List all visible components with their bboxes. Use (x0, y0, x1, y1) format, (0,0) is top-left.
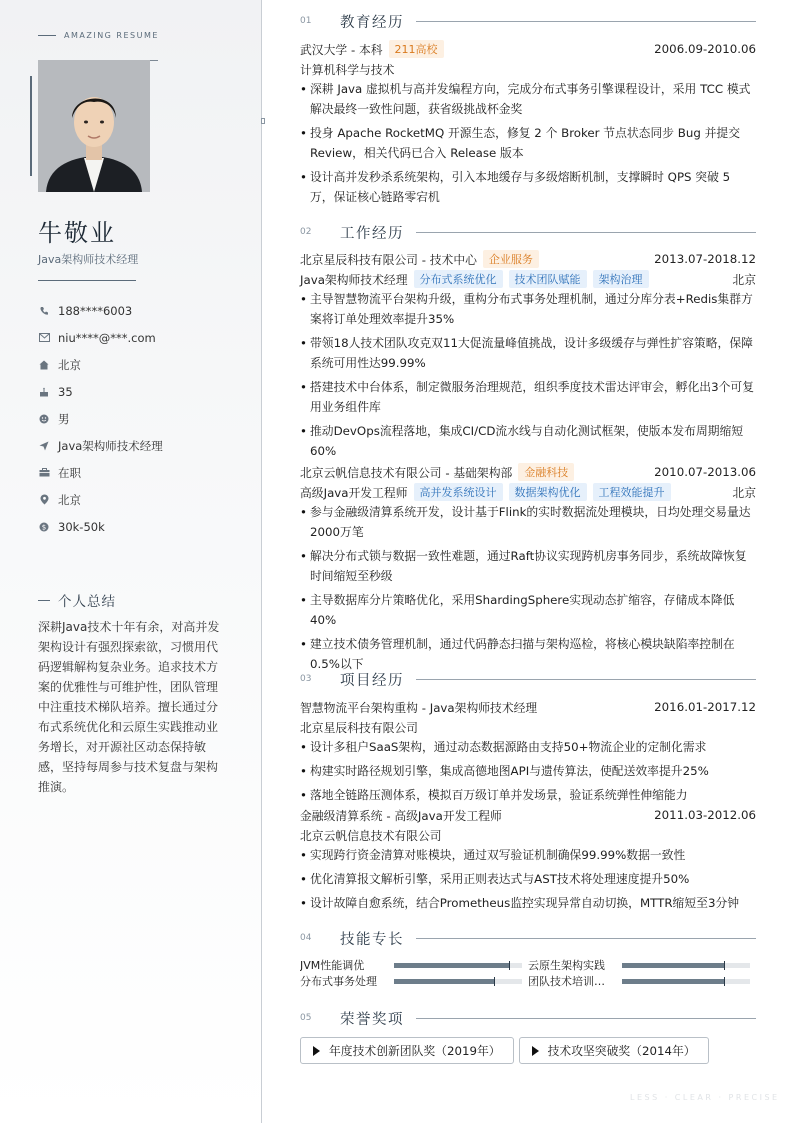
education-tag: 211高校 (389, 40, 444, 58)
gender-icon (38, 413, 50, 425)
skill-label: 云原生架构实践 (528, 959, 605, 972)
education-major: 计算机科学与技术 (300, 62, 395, 77)
skill-bar-fill (394, 979, 494, 984)
project-name: 金融级清算系统 - 高级Java开发工程师 (300, 808, 502, 823)
skill-bar-fill (622, 963, 724, 968)
work-industry-tag: 金融科技 (518, 463, 574, 481)
project-name: 智慧物流平台架构重构 - Java架构师技术经理 (300, 700, 538, 715)
skill-bar-marker (724, 977, 725, 986)
work-role-row (300, 482, 756, 502)
project-company: 北京云帆信息技术有限公司 (300, 828, 442, 843)
skill-bar-marker (509, 961, 510, 970)
project-date: 2011.03-2012.06 (654, 808, 756, 822)
info-position (38, 432, 163, 459)
cake-icon (38, 386, 50, 398)
work-date: 2013.07-2018.12 (654, 252, 756, 266)
info-gender (38, 405, 163, 432)
education-bullet: • 深耕 Java 虚拟机与高并发编程方向，完成分布式事务引擎课程设计，采用 TCC 模式解决最终一致性问题，获省级挑战杯金奖 (300, 79, 756, 119)
project-entry (300, 805, 756, 917)
work-entry (300, 249, 756, 465)
mail-icon (38, 332, 50, 344)
work-bullet: • 参与金融级清算系统开发，设计基于Flink的实时数据流处理模块，日均处理交易量达2000万笔 (300, 502, 756, 542)
summary-heading (38, 590, 116, 610)
skill-bar (622, 979, 750, 984)
skill-item (528, 957, 756, 973)
section-number: 03 (300, 674, 312, 684)
briefcase-icon (38, 467, 50, 479)
work-skill-tag: 技术团队赋能 (509, 270, 587, 288)
work-role: Java架构师技术经理 (300, 272, 408, 287)
brand-label: AMAZING RESUME (64, 31, 159, 40)
honor-label: 技术攻坚突破奖（2014年） (547, 1044, 696, 1058)
education-school: 武汉大学 - 本科 (300, 42, 383, 57)
work-header (300, 462, 756, 482)
honors-list (300, 1037, 714, 1064)
project-entry (300, 697, 756, 809)
education-bullet: • 投身 Apache RocketMQ 开源生态，修复 2 个 Broker 节点状态同步 Bug 并提交 Review，相关代码已合入 Release 版本 (300, 123, 756, 163)
info-age (38, 378, 163, 405)
work-header (300, 249, 756, 269)
work-bullet: • 搭建技术中台体系，制定微服务治理规范，组织季度技术雷达评审会，孵化出3个可复用业务组件库 (300, 377, 756, 417)
section-rule (416, 938, 756, 939)
work-city: 北京 (732, 485, 756, 500)
info-phone-text: 188****6003 (58, 303, 133, 318)
summary-dash (38, 600, 50, 601)
home-icon (38, 359, 50, 371)
honor-item (519, 1037, 709, 1064)
skills-row (300, 957, 756, 973)
work-skill-tag: 工程效能提升 (593, 483, 671, 501)
education-block (300, 39, 756, 211)
info-home (38, 351, 163, 378)
section-title: 荣誉奖项 (340, 1011, 404, 1028)
project-bullet: • 构建实时路径规划引擎，集成高德地图API与遗传算法，使配送效率提升25% (300, 761, 756, 781)
section-number: 02 (300, 227, 312, 237)
sidebar-edge-marker (261, 118, 265, 124)
profile-title: Java架构师技术经理 (38, 253, 139, 266)
work-company: 北京云帆信息技术有限公司 - 基础架构部 (300, 465, 513, 480)
money-icon (38, 521, 50, 533)
brand-rule (38, 35, 56, 36)
skill-item (528, 973, 756, 989)
contact-info (38, 297, 163, 540)
section-title: 项目经历 (340, 672, 404, 689)
phone-icon (38, 305, 50, 317)
education-date: 2006.09-2010.06 (654, 42, 756, 56)
project-bullet: • 落地全链路压测体系，模拟百万级订单并发场景，验证系统弹性伸缩能力 (300, 785, 756, 805)
skill-bar (622, 963, 750, 968)
info-gender-text: 男 (58, 411, 70, 426)
project-header (300, 805, 756, 825)
work-skill-tag: 数据架构优化 (509, 483, 587, 501)
section-rule (416, 679, 756, 680)
info-salary (38, 513, 163, 540)
project-date: 2016.01-2017.12 (654, 700, 756, 714)
info-location-text: 北京 (58, 492, 81, 507)
project-header (300, 697, 756, 717)
work-role: 高级Java开发工程师 (300, 485, 408, 500)
project-bullet: • 设计多租户SaaS架构，通过动态数据源路由支持50+物流企业的定制化需求 (300, 737, 756, 757)
section-projects-heading (300, 669, 756, 689)
info-status (38, 459, 163, 486)
info-email (38, 324, 163, 351)
info-email-text: niu****@***.com (58, 330, 156, 345)
section-honors-heading (300, 1008, 756, 1028)
section-title: 工作经历 (340, 225, 404, 242)
work-bullet: • 带领18人技术团队攻克双11大促流量峰值挑战，设计多级缓存与弹性扩容策略，保障系统可用性达99.99% (300, 333, 756, 373)
work-bullet: • 推动DevOps流程落地，集成CI/CD流水线与自动化测试框架，使版本发布周期缩短60% (300, 421, 756, 461)
section-skills-heading (300, 928, 756, 948)
skill-label: 团队技术培训… (528, 975, 605, 988)
info-phone (38, 297, 163, 324)
brand (38, 31, 159, 40)
work-skill-tag: 架构治理 (593, 270, 649, 288)
work-city: 北京 (732, 272, 756, 287)
work-skill-tag: 分布式系统优化 (414, 270, 503, 288)
project-bullet: • 优化清算报文解析引擎，采用正则表达式与AST技术将处理速度提升50% (300, 869, 756, 889)
work-entry (300, 462, 756, 678)
section-work-heading (300, 222, 756, 242)
location-pin-icon (38, 494, 50, 506)
photo-edge-accent (30, 76, 32, 176)
section-title: 技能专长 (340, 931, 404, 948)
work-skill-tag: 高并发系统设计 (414, 483, 503, 501)
section-number: 05 (300, 1013, 312, 1023)
skill-bar-fill (394, 963, 509, 968)
project-company: 北京星辰科技有限公司 (300, 720, 418, 735)
summary-text: 深耕Java技术十年有余，对高并发架构设计有强烈探索欲，习惯用代码逻辑解构复杂业务。追求技术方案的优雅性与可维护性，团队管理中注重技术梯队培养。擅长通过分布式系统优化和云原生实践推动业务增长，对开源社区动态保持敏感，坚持每周参与技术复盘与架构推演。 (38, 620, 220, 794)
play-triangle-icon (313, 1046, 320, 1056)
send-icon (38, 440, 50, 452)
work-bullet: • 解决分布式锁与数据一致性难题，通过Raft协议实现跨机房事务同步，系统故障恢复时间缩短至秒级 (300, 546, 756, 586)
work-industry-tag: 企业服务 (483, 250, 539, 268)
education-bullet: • 设计高并发秒杀系统架构，引入本地缓存与多级熔断机制，支撑瞬时 QPS 突破 5 万，保证核心链路零宕机 (300, 167, 756, 207)
education-header (300, 39, 756, 59)
work-bullet: • 主导数据库分片策略优化，采用ShardingSphere实现动态扩缩容，存储成本降低40% (300, 590, 756, 630)
info-home-text: 北京 (58, 357, 81, 372)
summary-title: 个人总结 (58, 594, 116, 610)
title-divider (38, 280, 136, 281)
sidebar (0, 0, 262, 1123)
info-status-text: 在职 (58, 465, 81, 480)
info-age-text: 35 (58, 384, 73, 399)
honor-label: 年度技术创新团队奖（2019年） (329, 1044, 501, 1058)
section-number: 01 (300, 16, 312, 26)
skill-bar-marker (724, 961, 725, 970)
info-salary-text: 30k-50k (58, 519, 105, 534)
work-bullet: • 主导智慧物流平台架构升级，重构分布式事务处理机制，通过分库分表+Redis集群方案将订单处理效率提升35% (300, 289, 756, 329)
section-rule (416, 1018, 756, 1019)
skill-label: JVM性能调优 (300, 959, 365, 972)
profile-name: 牛敬业 (38, 219, 116, 247)
info-location (38, 486, 163, 513)
project-bullet: • 设计故障自愈系统，结合Prometheus监控实现异常自动切换，MTTR缩短至3分钟 (300, 893, 756, 913)
skill-label: 分布式事务处理 (300, 975, 377, 988)
skill-bar (394, 963, 522, 968)
play-triangle-icon (532, 1046, 539, 1056)
skill-bar-fill (622, 979, 724, 984)
skill-bar (394, 979, 522, 984)
work-role-row (300, 269, 756, 289)
skill-item (300, 957, 528, 973)
info-position-text: Java架构师技术经理 (58, 438, 163, 453)
project-bullet: • 实现跨行资金清算对账模块，通过双写验证机制确保99.99%数据一致性 (300, 845, 756, 865)
section-rule (416, 21, 756, 22)
avatar (38, 60, 150, 192)
footer-tagline: LESS · CLEAR · PRECISE (630, 1093, 780, 1102)
avatar-portrait (38, 60, 150, 192)
skill-item (300, 973, 528, 989)
section-title: 教育经历 (340, 14, 404, 31)
section-number: 04 (300, 933, 312, 943)
skill-bar-marker (494, 977, 495, 986)
work-date: 2010.07-2013.06 (654, 465, 756, 479)
svg-text:$: $ (41, 523, 47, 531)
honor-item (300, 1037, 514, 1064)
section-rule (416, 232, 756, 233)
skills-list (300, 957, 756, 989)
work-company: 北京星辰科技有限公司 - 技术中心 (300, 252, 477, 267)
skills-row (300, 973, 756, 989)
section-education-heading (300, 11, 756, 31)
work-bullet: • 建立技术债务管理机制，通过代码静态扫描与架构巡检，将核心模块缺陷率控制在0.5%以下 (300, 634, 756, 674)
